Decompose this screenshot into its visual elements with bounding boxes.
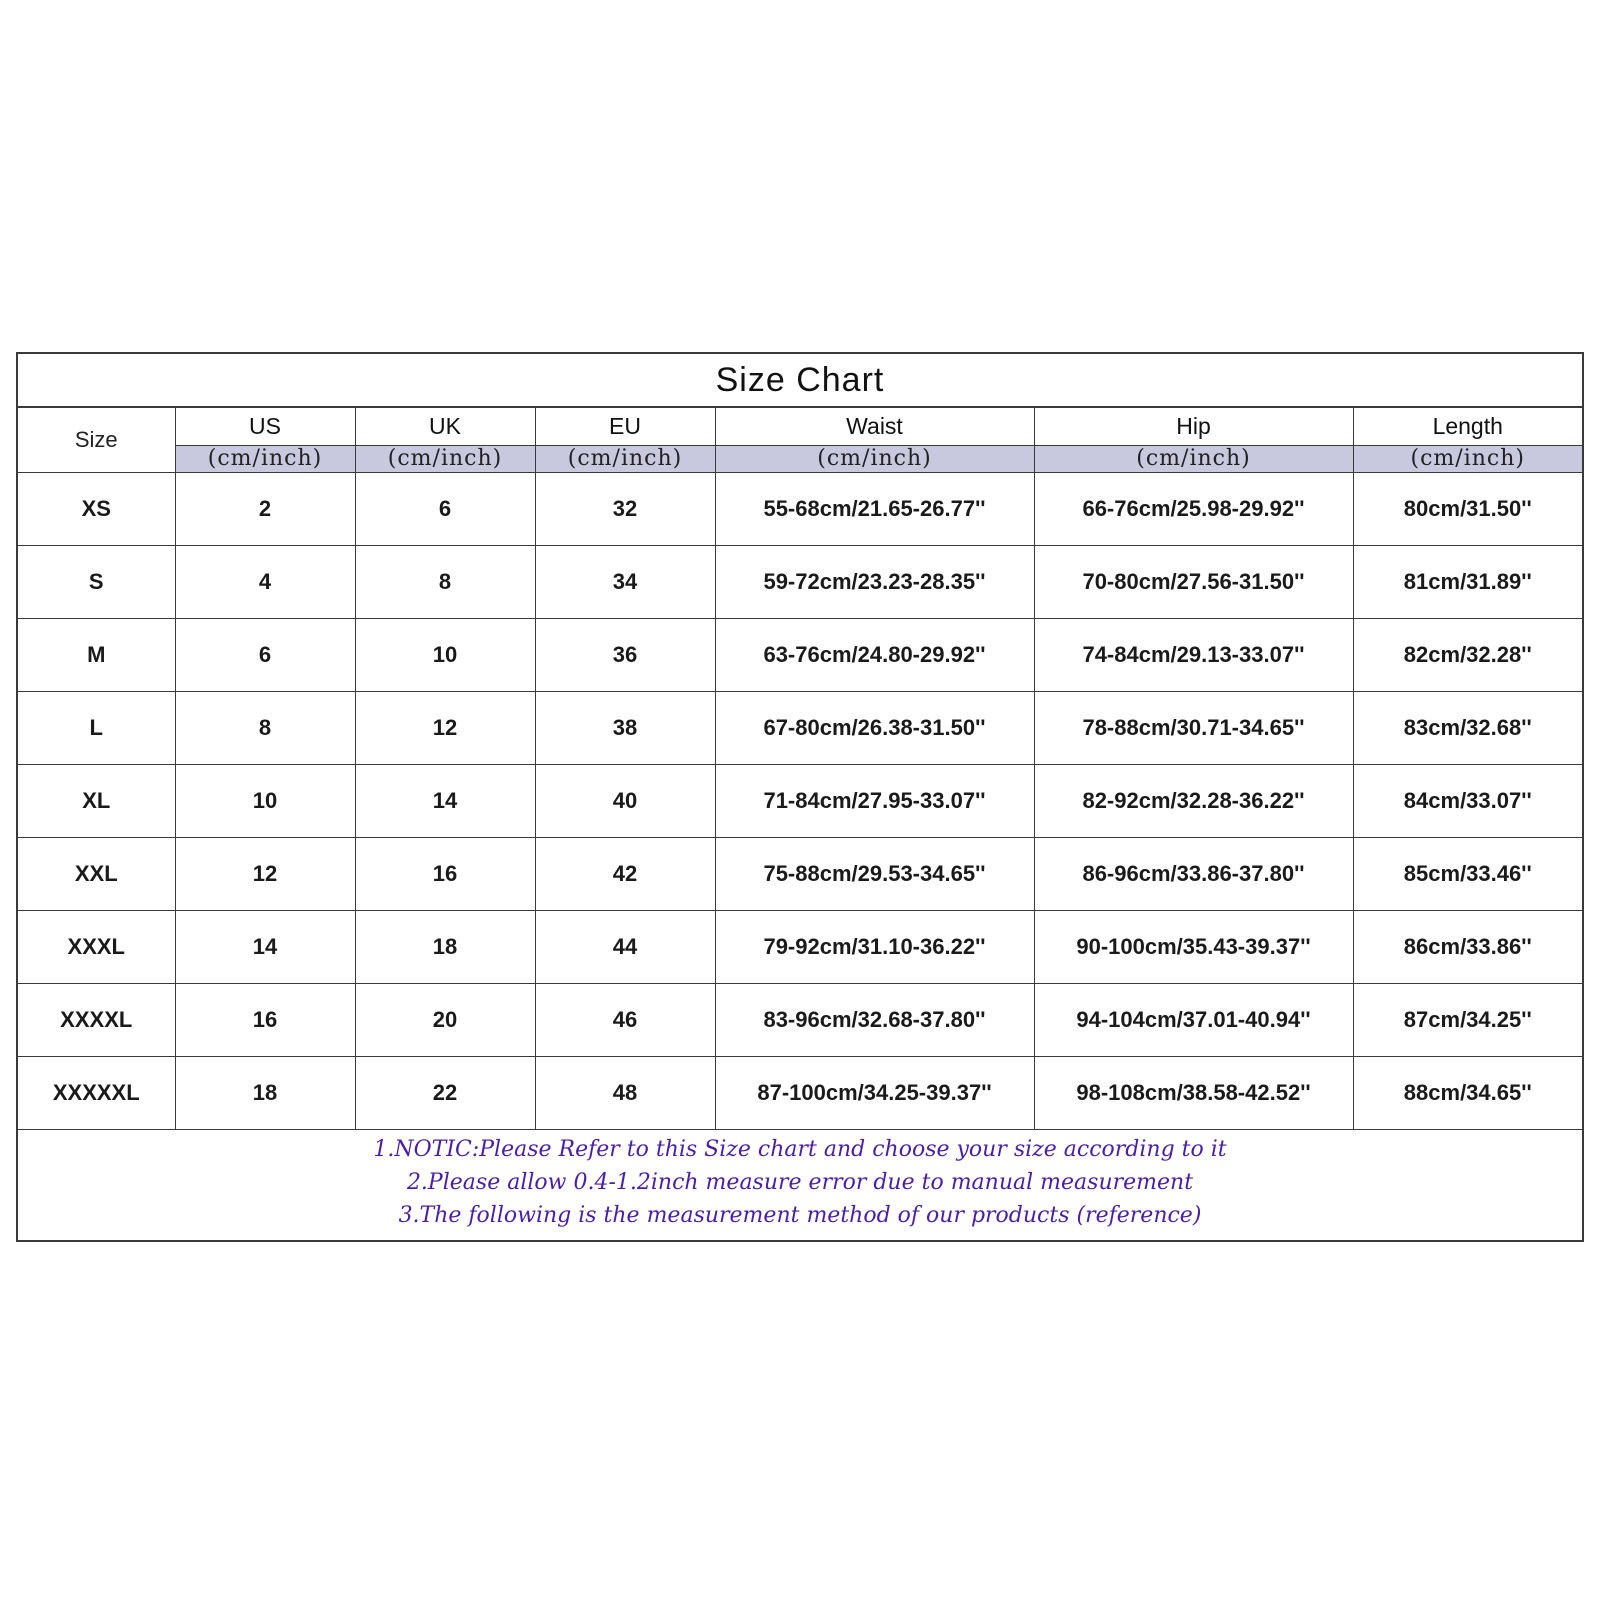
cell-uk: 6 [355, 472, 535, 545]
cell-hip: 74-84cm/29.13-33.07'' [1034, 618, 1353, 691]
cell-hip: 98-108cm/38.58-42.52'' [1034, 1056, 1353, 1129]
cell-eu: 36 [535, 618, 715, 691]
table-row [18, 1056, 1582, 1129]
cell-eu: 38 [535, 691, 715, 764]
header-hip: Hip [1034, 408, 1353, 445]
cell-uk: 10 [355, 618, 535, 691]
cell-length: 87cm/34.25'' [1353, 983, 1582, 1056]
cell-uk: 8 [355, 545, 535, 618]
header-row [18, 408, 1582, 445]
cell-size: XXXL [18, 910, 175, 983]
cell-us: 16 [175, 983, 355, 1056]
size-chart [16, 352, 1584, 1242]
cell-length: 81cm/31.89'' [1353, 545, 1582, 618]
cell-size: XXXXXL [18, 1056, 175, 1129]
unit-eu: (cm/inch) [535, 445, 715, 472]
cell-eu: 34 [535, 545, 715, 618]
cell-waist: 83-96cm/32.68-37.80'' [715, 983, 1034, 1056]
cell-waist: 71-84cm/27.95-33.07'' [715, 764, 1034, 837]
cell-hip: 86-96cm/33.86-37.80'' [1034, 837, 1353, 910]
table-row [18, 472, 1582, 545]
unit-row [18, 445, 1582, 472]
notes-section [18, 1126, 1582, 1240]
header-size: Size [18, 408, 175, 472]
cell-waist: 59-72cm/23.23-28.35'' [715, 545, 1034, 618]
header-waist: Waist [715, 408, 1034, 445]
cell-eu: 32 [535, 472, 715, 545]
table-row [18, 545, 1582, 618]
cell-length: 84cm/33.07'' [1353, 764, 1582, 837]
cell-size: XL [18, 764, 175, 837]
table-row [18, 691, 1582, 764]
cell-size: XXXXL [18, 983, 175, 1056]
cell-size: L [18, 691, 175, 764]
cell-uk: 16 [355, 837, 535, 910]
cell-us: 14 [175, 910, 355, 983]
cell-hip: 78-88cm/30.71-34.65'' [1034, 691, 1353, 764]
table-row [18, 618, 1582, 691]
table-row [18, 983, 1582, 1056]
cell-length: 88cm/34.65'' [1353, 1056, 1582, 1129]
cell-uk: 22 [355, 1056, 535, 1129]
unit-us: (cm/inch) [175, 445, 355, 472]
unit-hip: (cm/inch) [1034, 445, 1353, 472]
cell-size: S [18, 545, 175, 618]
cell-waist: 79-92cm/31.10-36.22'' [715, 910, 1034, 983]
cell-us: 2 [175, 472, 355, 545]
header-us: US [175, 408, 355, 445]
size-table [18, 408, 1582, 1130]
cell-uk: 12 [355, 691, 535, 764]
cell-eu: 46 [535, 983, 715, 1056]
cell-uk: 18 [355, 910, 535, 983]
cell-eu: 42 [535, 837, 715, 910]
cell-hip: 90-100cm/35.43-39.37'' [1034, 910, 1353, 983]
cell-hip: 66-76cm/25.98-29.92'' [1034, 472, 1353, 545]
cell-length: 80cm/31.50'' [1353, 472, 1582, 545]
cell-waist: 75-88cm/29.53-34.65'' [715, 837, 1034, 910]
cell-size: XS [18, 472, 175, 545]
cell-uk: 14 [355, 764, 535, 837]
table-row [18, 837, 1582, 910]
cell-size: XXL [18, 837, 175, 910]
cell-size: M [18, 618, 175, 691]
note-line-2: 2.Please allow 0.4-1.2inch measure error due to manual measurement [406, 1170, 1194, 1195]
cell-hip: 82-92cm/32.28-36.22'' [1034, 764, 1353, 837]
cell-us: 6 [175, 618, 355, 691]
cell-us: 4 [175, 545, 355, 618]
cell-length: 85cm/33.46'' [1353, 837, 1582, 910]
cell-uk: 20 [355, 983, 535, 1056]
unit-length: (cm/inch) [1353, 445, 1582, 472]
table-row [18, 910, 1582, 983]
cell-waist: 55-68cm/21.65-26.77'' [715, 472, 1034, 545]
cell-eu: 44 [535, 910, 715, 983]
cell-hip: 94-104cm/37.01-40.94'' [1034, 983, 1353, 1056]
cell-length: 83cm/32.68'' [1353, 691, 1582, 764]
cell-length: 82cm/32.28'' [1353, 618, 1582, 691]
cell-us: 10 [175, 764, 355, 837]
cell-eu: 40 [535, 764, 715, 837]
cell-waist: 67-80cm/26.38-31.50'' [715, 691, 1034, 764]
cell-waist: 87-100cm/34.25-39.37'' [715, 1056, 1034, 1129]
header-length: Length [1353, 408, 1582, 445]
cell-us: 12 [175, 837, 355, 910]
cell-eu: 48 [535, 1056, 715, 1129]
note-line-3: 3.The following is the measurement method of our products (reference) [398, 1203, 1202, 1228]
note-line-1: 1.NOTIC:Please Refer to this Size chart and choose your size according to it [373, 1137, 1227, 1162]
cell-us: 8 [175, 691, 355, 764]
unit-uk: (cm/inch) [355, 445, 535, 472]
header-eu: EU [535, 408, 715, 445]
table-row [18, 764, 1582, 837]
cell-hip: 70-80cm/27.56-31.50'' [1034, 545, 1353, 618]
cell-length: 86cm/33.86'' [1353, 910, 1582, 983]
header-uk: UK [355, 408, 535, 445]
chart-title: Size Chart [18, 354, 1582, 408]
cell-us: 18 [175, 1056, 355, 1129]
cell-waist: 63-76cm/24.80-29.92'' [715, 618, 1034, 691]
unit-waist: (cm/inch) [715, 445, 1034, 472]
